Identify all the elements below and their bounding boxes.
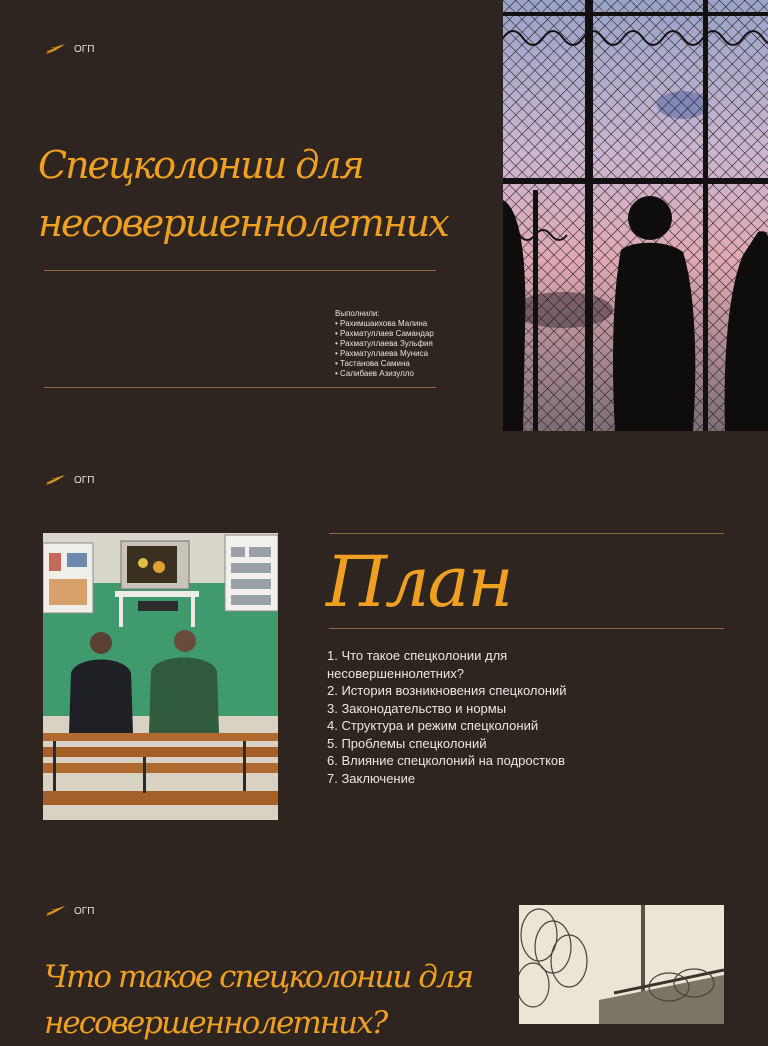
author-item: • Рахматуллаева Зульфия bbox=[335, 339, 433, 348]
author-item: • Рахматуллаева Муниса bbox=[335, 349, 429, 358]
brand-logo bbox=[44, 905, 94, 917]
wing-logo-icon bbox=[44, 43, 66, 55]
title-line-2: несовершеннолетних bbox=[38, 201, 448, 245]
plan-item: 4. Структура и режим спецколоний bbox=[327, 718, 539, 733]
authors-heading: Выполнили: bbox=[335, 309, 380, 318]
author-item: • Рахматуллаев Самандар bbox=[335, 329, 434, 338]
title-line-1: Спецколонии для bbox=[38, 143, 363, 187]
plan-item: 5. Проблемы спецколоний bbox=[327, 735, 487, 751]
plan-item: 7. Заключение bbox=[327, 770, 416, 786]
barbed-wire-photo bbox=[519, 905, 724, 1024]
section-title-line-2: несовершеннолетних? bbox=[44, 1005, 387, 1041]
wing-logo-icon bbox=[44, 474, 66, 486]
plan-top-divider bbox=[329, 533, 724, 534]
section-title bbox=[44, 954, 472, 1046]
authors-divider bbox=[44, 387, 436, 388]
plan-item: 3. Законодательство и нормы bbox=[327, 700, 507, 716]
authors-list bbox=[335, 309, 434, 379]
classroom-photo bbox=[43, 533, 278, 820]
plan-item: 6. Влияние спецколоний на подростков bbox=[327, 753, 566, 768]
brand-logo bbox=[44, 474, 94, 486]
brand-name: ОГП bbox=[74, 474, 95, 486]
plan-item: несовершеннолетних? bbox=[327, 665, 464, 681]
brand-logo bbox=[44, 43, 94, 55]
plan-item: 2. История возникновения спецколоний bbox=[327, 683, 567, 698]
plan-bottom-divider bbox=[329, 628, 724, 629]
plan-item: 1. Что такое спецколонии для bbox=[327, 648, 508, 663]
plan-list bbox=[327, 647, 567, 787]
section-title-line-1: Что такое спецколонии для bbox=[44, 959, 473, 995]
title-divider bbox=[44, 270, 436, 271]
plan-title: План bbox=[326, 541, 512, 623]
slide-title bbox=[38, 136, 448, 252]
brand-name: ОГП bbox=[74, 905, 95, 917]
author-item: • Рахимшаихова Малина bbox=[335, 319, 428, 328]
fence-photo bbox=[503, 0, 768, 431]
author-item: • Тастанова Самина bbox=[335, 359, 410, 368]
author-item: • Салибаев Азизулло bbox=[335, 369, 414, 378]
wing-logo-icon bbox=[44, 905, 66, 917]
brand-name: ОГП bbox=[74, 43, 95, 55]
